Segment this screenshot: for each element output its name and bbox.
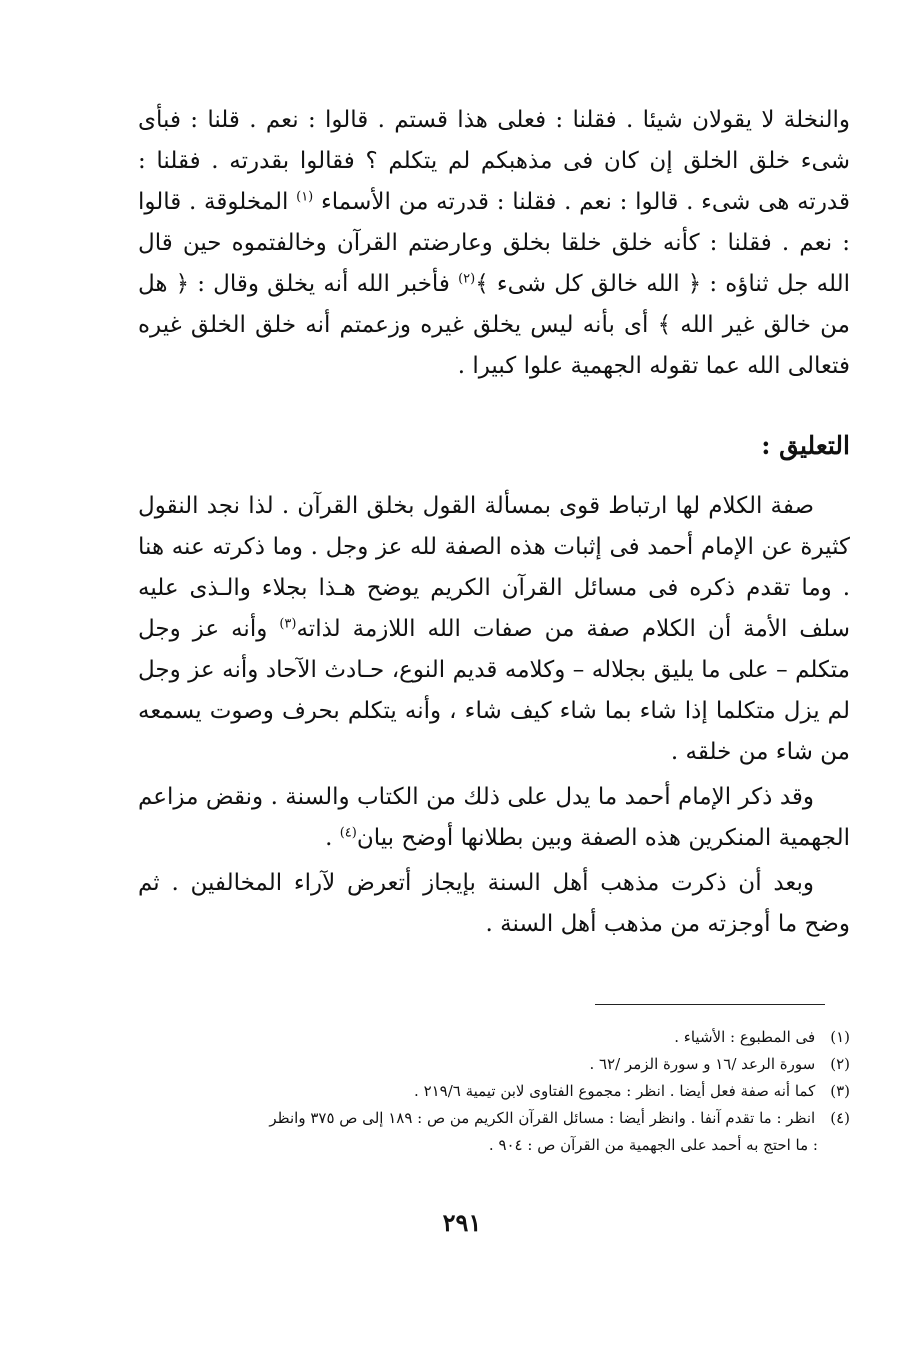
text-run: وأنه عز وجل متكلم – على ما يليق بجلاله – وكلامه قديم النوع، حـادث الآحاد وأنه عز وجل لم يزل متكلما إذا شاء بما شاء كيف شاء ، وأنه يتكلم بحرف وصوت يسمعه من شاء من خلقه . <box>138 616 850 765</box>
paragraph-argument <box>138 100 850 387</box>
footnote-1 <box>138 1024 850 1051</box>
footnote-number: (٤) <box>830 1109 850 1127</box>
commentary-text <box>138 486 850 945</box>
text-run: صفة الكلام لها ارتباط قوى بمسألة القول بخلق القرآن . لذا نجد النقول كثيرة عن الإمام أحمد فى إثبات هذه الصفة لله عز وجل . وما ذكرته عنه هنا . وما تقدم ذكره فى مسائل القرآن الكريم يوضح هـذا بجلاء والـذى عليه سلف الأمة أن الكلام صفة من صفات الله اللازمة لذاته <box>138 493 851 642</box>
footnote-text: سورة الرعد /١٦ و سورة الزمر /٦٢ . <box>589 1055 816 1073</box>
footnote-mark: (٣) <box>279 616 297 632</box>
footnote-mark: (٤) <box>339 825 357 841</box>
footnote-text: كما أنه صفة فعل أيضا . انظر : مجموع الفتاوى لابن تيمية ٢١٩/٦ . <box>414 1082 816 1100</box>
footnote-text: فى المطبوع : الأشياء . <box>674 1028 816 1046</box>
footnote-mark: (٢) <box>458 271 476 287</box>
footnote-text: انظر : ما تقدم آنفا . وانظر أيضا : مسائل القرآن الكريم من ص : ١٨٩ إلى ص ٣٧٥ وانظر <box>269 1109 816 1127</box>
main-text <box>138 100 850 387</box>
section-heading: التعليق : <box>761 431 850 460</box>
footnote-number: (٣) <box>830 1082 850 1100</box>
footnote-2 <box>138 1051 850 1078</box>
footnote-number: (٢) <box>830 1055 850 1073</box>
footnote-3 <box>138 1078 850 1105</box>
footnote-number: (١) <box>830 1028 850 1046</box>
page-number: ٢٩١ <box>442 1208 482 1237</box>
text-run: . <box>325 825 333 851</box>
paragraph-commentary-3: وبعد أن ذكرت مذهب أهل السنة بإيجاز أتعرض لآراء المخالفين . ثم وضح ما أوجزته من مذهب أهل السنة . <box>138 870 850 937</box>
text-run: فأخبر الله أنه يخلق وقال : ﴿ هل من خالق غير الله ﴾ أى بأنه ليس يخلق غيره وزعمتم أنه خلق الخلق غيره فتعالى الله عما تقوله الجهمية علوا كبيرا . <box>138 271 850 379</box>
text-run: والنخلة لا يقولان شيئا . فقلنا : فعلى هذا قستم . قالوا : نعم . قلنا : فبأى شىء خلق الخلق إن كان فى مذهبكم لم يتكلم ؟ فقالوا بقدرته . فقلنا : قدرته هى شىء . قالوا : نعم . فقلنا : قدرته من الأسماء <box>138 107 851 215</box>
paragraph-commentary-1 <box>138 486 850 773</box>
text-run: المخلوقة . قالوا : نعم . فقلنا : كأنه خلق خلقا بخلق وعارضتم القرآن وخالفتموه حين قال الله جل ثناؤه : ﴿ الله خالق كل شىء ﴾ <box>138 189 851 297</box>
footnote-4 <box>138 1105 850 1132</box>
footnote-4-continued: : ما احتج به أحمد على الجهمية من القرآن ص : ٩٠٤ . <box>488 1136 818 1154</box>
footnotes <box>138 1024 850 1159</box>
footnote-divider <box>595 1004 825 1005</box>
footnote-mark: (١) <box>296 189 314 205</box>
paragraph-commentary-2 <box>138 777 850 859</box>
text-run: وقد ذكر الإمام أحمد ما يدل على ذلك من الكتاب والسنة . ونقض مزاعم الجهمية المنكرين هذه الصفة وبين بطلانها أوضح بيان <box>138 784 850 851</box>
